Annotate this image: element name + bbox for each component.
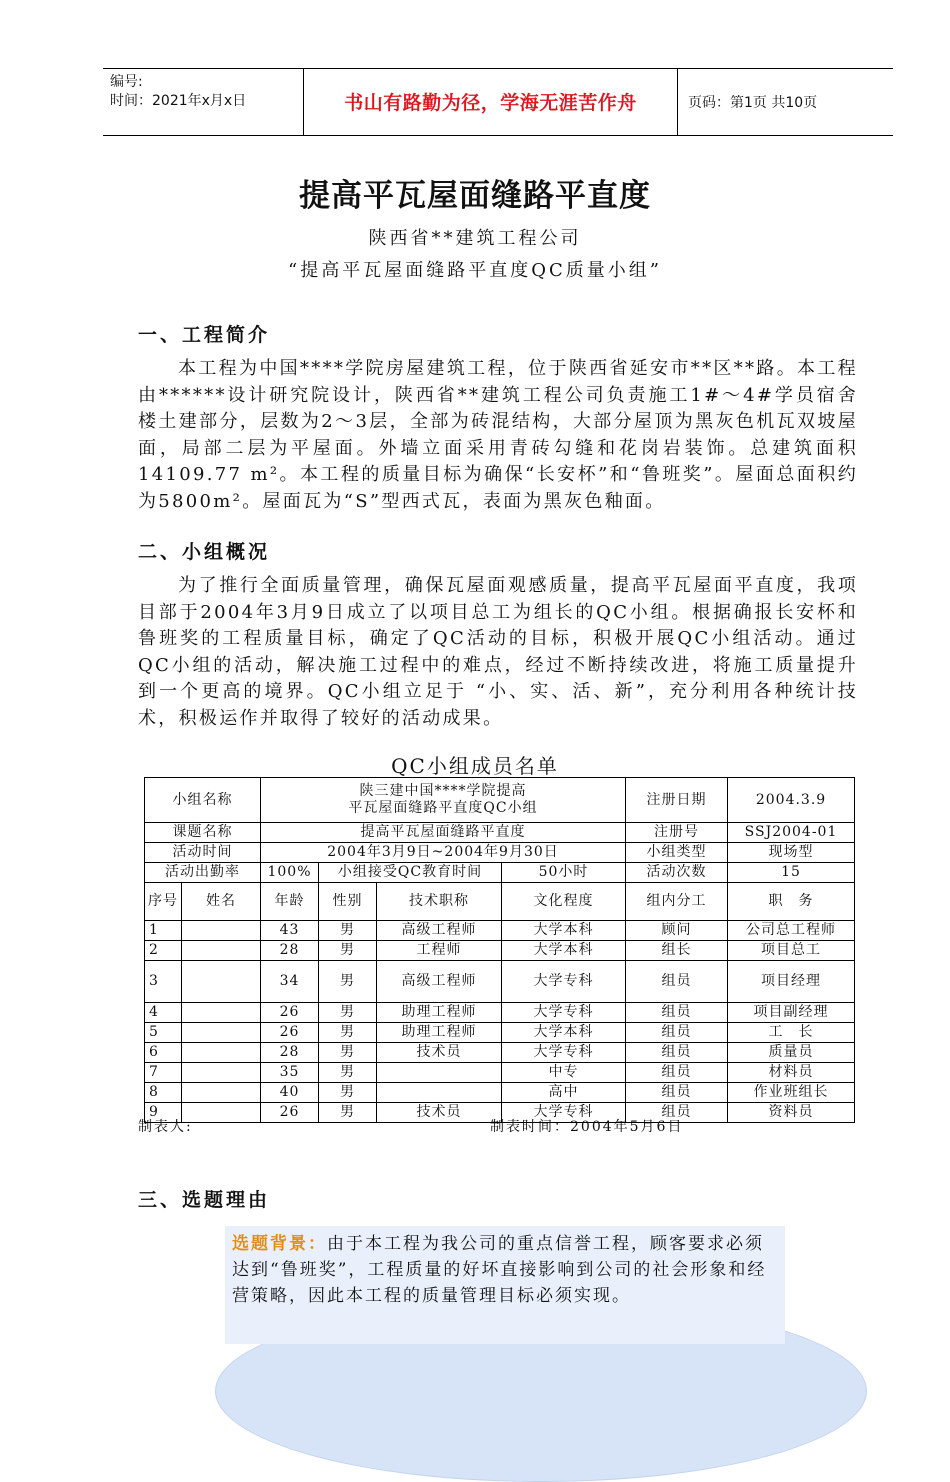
group-subtitle: “提高平瓦屋面缝路平直度QC质量小组” <box>288 260 662 281</box>
group-name-value <box>261 778 626 823</box>
row-post: 材料员 <box>728 1063 855 1083</box>
row-age: 28 <box>261 941 319 961</box>
row-education: 大学本科 <box>502 941 626 961</box>
topic-label: 课题名称 <box>145 823 261 843</box>
background-note <box>232 1231 777 1309</box>
row-name <box>182 921 261 941</box>
row-education: 高中 <box>502 1083 626 1103</box>
table-make-time: 制表时间：2004年5月6日 <box>490 1119 684 1135</box>
header-top-rule <box>103 68 893 69</box>
table-row <box>145 1083 855 1103</box>
edu-time-label: 小组接受QC教育时间 <box>319 863 502 883</box>
topic-value: 提高平瓦屋面缝路平直度 <box>261 823 626 843</box>
section-heading-overview: 一、工程简介 <box>138 324 271 346</box>
row-no: 5 <box>145 1023 182 1043</box>
reg-date-value: 2004.3.9 <box>728 778 855 823</box>
document-title: 提高平瓦屋面缝路平直度 <box>299 178 651 214</box>
period-label: 活动时间 <box>145 843 261 863</box>
qc-member-table <box>144 777 855 1123</box>
period-value: 2004年3月9日~2004年9月30日 <box>261 843 626 863</box>
row-no: 2 <box>145 941 182 961</box>
row-age: 34 <box>261 961 319 1003</box>
row-name <box>182 1043 261 1063</box>
row-education: 大学本科 <box>502 1023 626 1043</box>
row-sex: 男 <box>319 921 377 941</box>
row-no: 6 <box>145 1043 182 1063</box>
row-education: 大学专科 <box>502 1103 626 1123</box>
row-sex: 男 <box>319 941 377 961</box>
table-header-row <box>145 883 855 921</box>
row-post: 项目副经理 <box>728 1003 855 1023</box>
company-subtitle: 陕西省**建筑工程公司 <box>368 228 582 249</box>
section-text-overview: 本工程为中国****学院房屋建筑工程，位于陕西省延安市**区**路。本工程由******设计研究院设计，陕西省**建筑工程公司负责施工1#～4#学员宿舍楼土建部分，层数为2～3层，全部为砖混结构，大部分屋顶为黑灰色机瓦双坡屋面，局部二层为平屋面。外墙立面采用青砖勾缝和花岗岩装饰。总建筑面积14109.77 m²。本工程的质量目标为确保“长安杯”和“鲁班奖”。屋面总面积约为5800m²。屋面瓦为“S”型西式瓦，表面为黑灰色釉面。 <box>138 358 858 512</box>
row-sex: 男 <box>319 1003 377 1023</box>
table-caption: QC小组成员名单 <box>391 754 559 778</box>
col-header-role: 组内分工 <box>626 883 728 921</box>
table-row <box>145 863 855 883</box>
row-title: 高级工程师 <box>377 921 502 941</box>
type-value: 现场型 <box>728 843 855 863</box>
row-no: 3 <box>145 961 182 1003</box>
row-title: 助理工程师 <box>377 1023 502 1043</box>
table-row <box>145 941 855 961</box>
row-role: 顾问 <box>626 921 728 941</box>
row-role: 组员 <box>626 1003 728 1023</box>
row-education: 大学本科 <box>502 921 626 941</box>
reg-no-label: 注册号 <box>626 823 728 843</box>
row-post: 工 长 <box>728 1023 855 1043</box>
attendance-value: 100% <box>261 863 319 883</box>
row-role: 组长 <box>626 941 728 961</box>
row-role: 组员 <box>626 1043 728 1063</box>
table-row <box>145 1043 855 1063</box>
background-text: 由于本工程为我公司的重点信誉工程，顾客要求必须达到“鲁班奖”，工程质量的好坏直接影响到公司的社会形象和经营策略，因此本工程的质量管理目标必须实现。 <box>232 1234 767 1306</box>
col-header-name: 姓名 <box>182 883 261 921</box>
row-post: 资料员 <box>728 1103 855 1123</box>
row-title: 技术员 <box>377 1103 502 1123</box>
row-age: 43 <box>261 921 319 941</box>
row-name <box>182 1083 261 1103</box>
row-sex: 男 <box>319 1063 377 1083</box>
row-role: 组员 <box>626 1023 728 1043</box>
row-post: 作业班组长 <box>728 1083 855 1103</box>
row-title: 工程师 <box>377 941 502 961</box>
row-role: 组员 <box>626 961 728 1003</box>
page-indicator: 页码：第1页 共10页 <box>688 95 818 111</box>
group-name-line1: 陕三建中国****学院提高 <box>359 783 527 799</box>
row-sex: 男 <box>319 961 377 1003</box>
row-no: 8 <box>145 1083 182 1103</box>
group-name-label: 小组名称 <box>145 778 261 823</box>
table-row <box>145 823 855 843</box>
section-text-group: 为了推行全面质量管理，确保瓦屋面观感质量，提高平瓦屋面平直度，我项目部于2004年3月9日成立了以项目总工为组长的QC小组。根据确报长安杯和鲁班奖的工程质量目标，确定了QC活动的目标，积极开展QC小组活动。通过QC小组的活动，解决施工过程中的难点，经过不断持续改进，将施工质量提升到一个更高的境界。QC小组立足于 “小、实、活、新”，充分利用各种统计技术，积极运作并取得了较好的活动成果。 <box>138 575 858 729</box>
row-title <box>377 1083 502 1103</box>
row-sex: 男 <box>319 1043 377 1063</box>
col-header-sex: 性别 <box>319 883 377 921</box>
background-label: 选题背景： <box>232 1234 327 1254</box>
table-row <box>145 1023 855 1043</box>
col-header-no: 序号 <box>145 883 182 921</box>
row-role: 组员 <box>626 1103 728 1123</box>
attendance-label: 活动出勤率 <box>145 863 261 883</box>
row-education: 中专 <box>502 1063 626 1083</box>
row-name <box>182 1063 261 1083</box>
table-row <box>145 961 855 1003</box>
row-age: 26 <box>261 1023 319 1043</box>
row-post: 质量员 <box>728 1043 855 1063</box>
table-row <box>145 921 855 941</box>
row-title: 技术员 <box>377 1043 502 1063</box>
row-name <box>182 1023 261 1043</box>
table-row <box>145 778 855 823</box>
section-heading-topic-reason: 三、选题理由 <box>138 1189 271 1211</box>
row-age: 26 <box>261 1103 319 1123</box>
row-sex: 男 <box>319 1103 377 1123</box>
header-bottom-rule <box>103 135 893 136</box>
row-name <box>182 1003 261 1023</box>
reg-date-label: 注册日期 <box>626 778 728 823</box>
row-no: 4 <box>145 1003 182 1023</box>
table-maker-label: 制表人: <box>138 1119 193 1135</box>
type-label: 小组类型 <box>626 843 728 863</box>
row-name <box>182 961 261 1003</box>
row-education: 大学专科 <box>502 961 626 1003</box>
row-title: 助理工程师 <box>377 1003 502 1023</box>
document-number-label: 编号: <box>110 74 143 90</box>
group-name-line2: 平瓦屋面缝路平直度QC小组 <box>348 800 538 816</box>
row-no: 1 <box>145 921 182 941</box>
row-sex: 男 <box>319 1023 377 1043</box>
reg-no-value: SSJ2004-01 <box>728 823 855 843</box>
row-title <box>377 1063 502 1083</box>
row-no: 9 <box>145 1103 182 1123</box>
row-no: 7 <box>145 1063 182 1083</box>
activity-count-label: 活动次数 <box>626 863 728 883</box>
col-header-age: 年龄 <box>261 883 319 921</box>
col-header-title: 技术职称 <box>377 883 502 921</box>
header-motto: 书山有路勤为径，学海无涯苦作舟 <box>344 92 637 114</box>
document-time-label: 时间：2021年x月x日 <box>110 93 247 109</box>
row-role: 组员 <box>626 1083 728 1103</box>
row-age: 40 <box>261 1083 319 1103</box>
row-post: 项目经理 <box>728 961 855 1003</box>
table-row <box>145 843 855 863</box>
col-header-post: 职 务 <box>728 883 855 921</box>
header-meta <box>110 73 246 111</box>
row-sex: 男 <box>319 1083 377 1103</box>
row-education: 大学专科 <box>502 1003 626 1023</box>
table-row <box>145 1063 855 1083</box>
row-post: 公司总工程师 <box>728 921 855 941</box>
row-age: 35 <box>261 1063 319 1083</box>
table-row <box>145 1003 855 1023</box>
row-age: 26 <box>261 1003 319 1023</box>
edu-time-value: 50小时 <box>502 863 626 883</box>
section-heading-group: 二、小组概况 <box>138 541 271 563</box>
row-title: 高级工程师 <box>377 961 502 1003</box>
row-role: 组员 <box>626 1063 728 1083</box>
row-post: 项目总工 <box>728 941 855 961</box>
col-header-education: 文化程度 <box>502 883 626 921</box>
activity-count-value: 15 <box>728 863 855 883</box>
row-education: 大学专科 <box>502 1043 626 1063</box>
row-name <box>182 941 261 961</box>
row-age: 28 <box>261 1043 319 1063</box>
row-name <box>182 1103 261 1123</box>
header-divider-right <box>677 68 678 136</box>
